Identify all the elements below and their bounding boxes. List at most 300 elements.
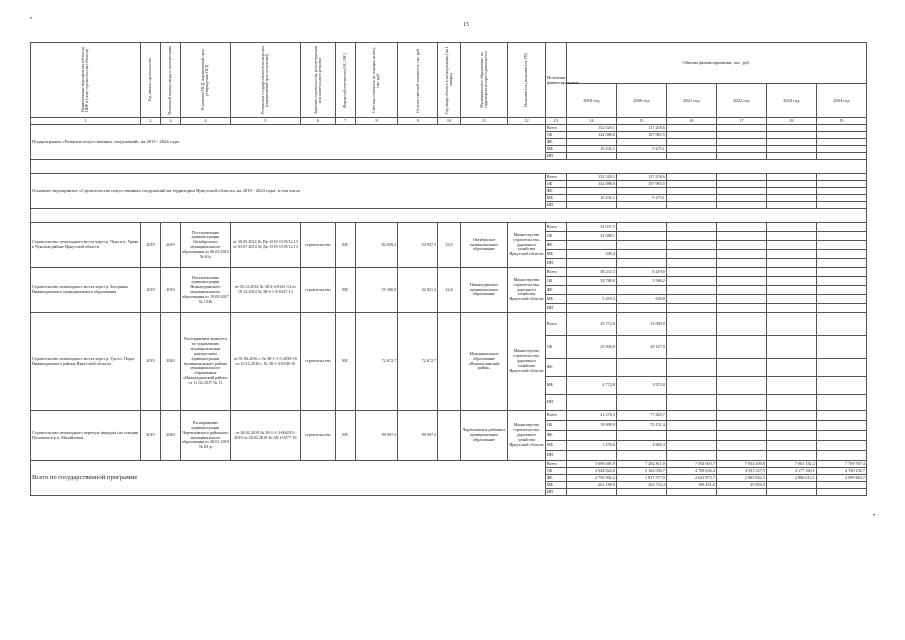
value-cell: 25 000,0 [566, 336, 616, 359]
value-cell [716, 441, 766, 451]
value-cell: 9 275,1 [616, 195, 666, 202]
value-cell [816, 336, 866, 359]
psd-details: Распоряжение администрации Черемховского районного муниципального образования от 28.01.2019 № 82-р [180, 411, 230, 461]
value-cell [566, 241, 616, 250]
municipality: Нижнеудинское муниципальное образование [460, 268, 507, 313]
value-cell: 302 734,4 [616, 482, 666, 489]
value-cell [616, 395, 666, 411]
value-cell [766, 153, 816, 160]
value-cell: 73 151,4 [616, 421, 666, 431]
customer: строительство [300, 411, 335, 461]
value-cell [616, 188, 666, 195]
value-cell [816, 223, 866, 232]
source-label: Всего [545, 125, 566, 132]
column-number: 16 [666, 118, 716, 125]
source-label: Всего [545, 411, 566, 421]
value-cell [766, 377, 816, 395]
value-cell [666, 174, 716, 181]
value-cell: 2 983 842,3 [716, 475, 766, 482]
value-cell [816, 395, 866, 411]
value-cell: 29 772,8 [566, 313, 616, 336]
value-cell [766, 359, 816, 377]
header-cell: Плановый период ввода в эксплуатацию [167, 45, 173, 115]
remaining-cost: 54 937,5 [398, 223, 438, 268]
value-cell: 2 790 092,2 [566, 475, 616, 482]
value-cell [666, 451, 716, 461]
value-cell [766, 232, 816, 241]
source-label: ФБ [545, 241, 566, 250]
municipality: Октябрьское муниципальное образование [460, 223, 507, 268]
value-cell [566, 359, 616, 377]
source-label: ИИ [545, 153, 566, 160]
value-cell: 6 219,0 [616, 268, 666, 277]
value-cell [766, 395, 816, 411]
value-cell [816, 259, 866, 268]
value-cell [566, 188, 616, 195]
value-cell [716, 377, 766, 395]
value-cell: 38 233,3 [566, 268, 616, 277]
value-cell [816, 482, 866, 489]
value-cell [616, 431, 666, 441]
value-cell: 5 162 036,7 [616, 468, 666, 475]
value-cell [716, 359, 766, 377]
value-cell: 7 063 182,2 [766, 461, 816, 468]
header-cell: Реквизиты государственной экспертизы (нормативный срок получения) [260, 46, 270, 114]
value-cell: 19 999,9 [566, 421, 616, 431]
value-cell [816, 304, 866, 313]
municipality: Муниципальное образование «Нижнеудинский район» [460, 313, 507, 411]
value-cell [816, 132, 866, 139]
value-cell [666, 181, 716, 188]
value-cell [666, 241, 716, 250]
value-cell: 549,4 [566, 250, 616, 259]
ownership: МС [335, 223, 355, 268]
value-cell: 54 388,1 [566, 232, 616, 241]
source-label: ОБ [545, 468, 566, 475]
value-cell [716, 188, 766, 195]
value-cell [816, 250, 866, 259]
completion-percent [438, 411, 460, 461]
value-cell [766, 250, 816, 259]
value-cell [716, 232, 766, 241]
value-cell: 7 709 767,4 [816, 461, 866, 468]
column-number: 11 [460, 118, 507, 125]
value-cell: 5 586,2 [616, 277, 666, 286]
value-cell [616, 223, 666, 232]
value-cell [766, 431, 816, 441]
value-cell [566, 304, 616, 313]
value-cell [816, 195, 866, 202]
value-cell [716, 277, 766, 286]
value-cell: 7 934 209,8 [716, 461, 766, 468]
source-label: Всего [545, 174, 566, 181]
value-cell [616, 451, 666, 461]
year-header: 2020 год [616, 84, 666, 118]
value-cell [766, 223, 816, 232]
customer: строительство [300, 268, 335, 313]
object-name: Строительство пешеходного моста через р. Застрянка Нижнеудинского муниципального образования [31, 268, 141, 313]
value-cell [566, 259, 616, 268]
value-cell [566, 395, 616, 411]
value-cell [816, 174, 866, 181]
source-label: ФБ [545, 431, 566, 441]
value-cell: 1 817 577,9 [616, 475, 666, 482]
expertise-details: от 05.12.2014 № 38-2-4-0341-14 от 19.12.2014 № 38-2-1-4-0327-14 [230, 268, 300, 313]
value-cell [716, 259, 766, 268]
value-cell [716, 421, 766, 431]
value-cell: 142 088,0 [566, 181, 616, 188]
year-header: 2021 год [666, 84, 716, 118]
value-cell [766, 125, 816, 132]
source-label: ОБ [545, 232, 566, 241]
column-number: 2 [140, 118, 160, 125]
source-label: МБ [545, 377, 566, 395]
column-number: 15 [616, 118, 666, 125]
source-label: ОБ [545, 421, 566, 431]
end-year: 2019 [160, 223, 180, 268]
value-cell [816, 489, 866, 496]
executor: Министерство строительства, дорожного хозяйства Иркутской области [508, 268, 545, 313]
value-cell [616, 232, 666, 241]
estimated-cost: 55 306,9 [355, 268, 397, 313]
value-cell [766, 139, 816, 146]
column-number: 6 [300, 118, 335, 125]
value-cell [716, 286, 766, 295]
expertise-details: от 28.02.2019 № 38-1-1-3-004315-2019 от 28.02.2019 № 38-1-0277-19 [230, 411, 300, 461]
value-cell [716, 395, 766, 411]
value-cell [766, 304, 816, 313]
header-cell: Форма собственности (ОС, МС) [342, 52, 348, 108]
value-cell [666, 377, 716, 395]
column-number: 19 [816, 118, 866, 125]
end-year: 2020 [160, 313, 180, 411]
value-cell [816, 431, 866, 441]
executor: Министерство строительства, дорожного хозяйства Иркутской области [508, 313, 545, 411]
value-cell [716, 223, 766, 232]
value-cell [566, 286, 616, 295]
header-cell: Заказчик строительства, реконструкции или капитального ремонта [312, 46, 322, 114]
spacer-row [31, 209, 867, 223]
value-cell: 152 520,1 [566, 125, 616, 132]
value-cell [666, 125, 716, 132]
start-year: 2018 [140, 268, 160, 313]
value-cell: 29 127,9 [616, 336, 666, 359]
value-cell [666, 146, 716, 153]
value-cell [716, 202, 766, 209]
header-cell: Исполнитель (исполнитель ГП) [523, 53, 529, 107]
value-cell [816, 411, 866, 421]
header-cell: Год ввода объекта в эксплуатацию (на 1 января) [443, 46, 453, 114]
value-cell [716, 250, 766, 259]
value-cell [566, 202, 616, 209]
value-cell [766, 174, 816, 181]
value-cell: 107 983,5 [616, 132, 666, 139]
value-cell: 2 644 824,6 [566, 468, 616, 475]
value-cell [766, 411, 816, 421]
column-number-row [31, 118, 867, 125]
value-cell [616, 304, 666, 313]
value-cell [816, 451, 866, 461]
column-number: 12 [508, 118, 545, 125]
estimated-cost: 72 672,7 [355, 313, 397, 411]
column-number: 1 [31, 118, 141, 125]
column-number: 17 [716, 118, 766, 125]
object-name: Строительство пешеходного перехода (виадука) на станции Половина в р.п. Михайловка [31, 411, 141, 461]
ownership: МС [335, 411, 355, 461]
value-cell: 21 276,5 [566, 411, 616, 421]
start-year: 2019 [140, 411, 160, 461]
header-cell: Источник финансирования [545, 43, 566, 118]
value-cell [666, 421, 716, 431]
value-cell [616, 489, 666, 496]
value-cell [666, 195, 716, 202]
source-label: МБ [545, 441, 566, 451]
source-label: ФБ [545, 188, 566, 195]
value-cell [766, 195, 816, 202]
value-cell: 2 622 875,7 [666, 475, 716, 482]
remaining-cost: 99 097,2 [398, 411, 438, 461]
header-cell: Муниципальное образование, на территории которого реализуется [478, 51, 488, 109]
value-cell [716, 139, 766, 146]
total-label: Всего по государственной программе [31, 461, 546, 496]
source-label: ИИ [545, 304, 566, 313]
value-cell: 7 282 811,0 [616, 461, 666, 468]
source-label: Всего [545, 461, 566, 468]
activity-title: Основное мероприятие «Строительство искусственных сооружений на территории Иркутской области» на 2019 - 2024 годы, в том числе [31, 174, 546, 209]
header-cell: Сметная стоимость (в текущих ценах), тыс. руб. [371, 46, 381, 114]
value-cell [716, 295, 766, 304]
value-cell: 142 088,0 [566, 132, 616, 139]
column-number: 13 [545, 118, 566, 125]
value-cell [816, 359, 866, 377]
value-cell [666, 139, 716, 146]
customer: строительство [300, 313, 335, 411]
value-cell [566, 153, 616, 160]
header-cell: Год начала строительства [147, 58, 153, 102]
executor: Министерство строительства, дорожного хозяйства Иркутской области [508, 411, 545, 461]
value-cell [616, 241, 666, 250]
value-cell [666, 188, 716, 195]
value-cell [816, 241, 866, 250]
value-cell [666, 268, 716, 277]
source-label: Всего [545, 223, 566, 232]
scan-mark: • [30, 16, 33, 22]
value-cell [766, 286, 816, 295]
value-cell [716, 125, 766, 132]
column-number: 14 [566, 118, 616, 125]
value-cell [566, 489, 616, 496]
value-cell [566, 139, 616, 146]
column-number: 3 [160, 118, 180, 125]
value-cell [816, 125, 866, 132]
value-cell: 4 911 547,5 [716, 468, 766, 475]
value-cell: 261 169,0 [566, 482, 616, 489]
value-cell: 4 769 636,4 [666, 468, 716, 475]
value-cell [666, 132, 716, 139]
value-cell [666, 153, 716, 160]
value-cell [666, 395, 716, 411]
column-number: 4 [180, 118, 230, 125]
value-cell [816, 188, 866, 195]
year-header: 2022 год [716, 84, 766, 118]
object-name: Строительство пешеходного моста через р. Уда в г. Порог Нижнеудинского района Иркутской области [31, 313, 141, 411]
value-cell [816, 313, 866, 336]
value-cell [816, 146, 866, 153]
value-cell [766, 146, 816, 153]
value-cell [766, 313, 816, 336]
source-label: ОБ [545, 336, 566, 359]
value-cell [666, 431, 716, 441]
value-cell [716, 132, 766, 139]
source-label: ИИ [545, 489, 566, 496]
value-cell [766, 482, 816, 489]
ownership: МС [335, 268, 355, 313]
value-cell [816, 295, 866, 304]
value-cell: 4 720 102,7 [816, 468, 866, 475]
value-cell: 7 592 003,7 [666, 461, 716, 468]
source-label: МБ [545, 482, 566, 489]
value-cell [816, 441, 866, 451]
executor: Министерство строительства, дорожного хозяйства Иркутской области [508, 223, 545, 268]
value-cell [766, 132, 816, 139]
source-label: ФБ [545, 475, 566, 482]
year-header: 2019 год [566, 84, 616, 118]
value-cell [716, 489, 766, 496]
value-cell [616, 286, 666, 295]
source-label: ИИ [545, 395, 566, 411]
subprogram-row [31, 125, 867, 132]
value-cell [816, 139, 866, 146]
value-cell [666, 411, 716, 421]
program-table [30, 42, 867, 496]
value-cell: 9 275,1 [616, 146, 666, 153]
value-cell: 35 850,0 [716, 482, 766, 489]
expertise-details: от 30.05.2014 № Пк-1519-1519/12.13 от 03.07.2014 № Дк-1519-1519/12.13 [230, 223, 300, 268]
value-cell [816, 268, 866, 277]
source-label: МБ [545, 295, 566, 304]
value-cell [716, 451, 766, 461]
value-cell: 4 772,8 [566, 377, 616, 395]
value-cell: 189 491,6 [666, 482, 716, 489]
value-cell [766, 451, 816, 461]
funding-header: Объемы финансирования, тыс. руб. [566, 43, 866, 84]
expertise-details: от 01.06.2016 г. № 38-1-1-3-2058-16 от 10.12.2016 г. № 38-1-4-0338-16 [230, 313, 300, 411]
source-label: Всего [545, 313, 566, 336]
value-cell: 3 972,0 [616, 377, 666, 395]
value-cell [716, 304, 766, 313]
customer: строительство [300, 223, 335, 268]
estimated-cost: 82 656,5 [355, 223, 397, 268]
value-cell [666, 441, 716, 451]
remaining-cost: 72 672,7 [398, 313, 438, 411]
value-cell: 10 232,1 [566, 146, 616, 153]
header-cell: Остаток сметной стоимости, тыс. руб. [414, 47, 420, 113]
header-cell: Реквизиты ПСД, нормативный срок утверждения ПСД [200, 49, 210, 111]
header-cell: Наименование мероприятия (объекта) ПИР и (или) строительства (объекта) [80, 47, 90, 113]
remaining-cost: 42 651,3 [398, 268, 438, 313]
spacer-row [31, 160, 867, 174]
completion-percent [438, 313, 460, 411]
completion-percent: 33,5 [438, 223, 460, 268]
value-cell: 107 983,5 [616, 181, 666, 188]
value-cell: 32 780,0 [566, 277, 616, 286]
end-year: 2020 [160, 411, 180, 461]
source-label: ФБ [545, 139, 566, 146]
value-cell: 4 177 169,1 [766, 468, 816, 475]
value-cell: 2 886 013,1 [766, 475, 816, 482]
object-row [31, 313, 867, 336]
column-number: 5 [230, 118, 300, 125]
value-cell [666, 259, 716, 268]
value-cell [666, 313, 716, 336]
value-cell: 117 258,6 [616, 174, 666, 181]
spacer-cell [31, 209, 867, 223]
value-cell: 2 989 664,7 [816, 475, 866, 482]
value-cell [616, 153, 666, 160]
year-header: 2023 год [766, 84, 816, 118]
column-number: 9 [398, 118, 438, 125]
value-cell: 5 696 085,9 [566, 461, 616, 468]
source-label: ФБ [545, 359, 566, 377]
value-cell [766, 259, 816, 268]
source-label: ИИ [545, 202, 566, 209]
value-cell [666, 336, 716, 359]
source-label: ОБ [545, 277, 566, 286]
value-cell [766, 277, 816, 286]
value-cell [666, 232, 716, 241]
value-cell [816, 277, 866, 286]
value-cell [816, 153, 866, 160]
source-label: МБ [545, 146, 566, 153]
value-cell [716, 313, 766, 336]
value-cell [766, 336, 816, 359]
column-number: 10 [438, 118, 460, 125]
source-label: ИИ [545, 259, 566, 268]
value-cell [566, 431, 616, 441]
value-cell [766, 295, 816, 304]
value-cell [666, 202, 716, 209]
value-cell [666, 304, 716, 313]
value-cell: 54 937,5 [566, 223, 616, 232]
value-cell: 77 820,7 [616, 411, 666, 421]
source-label: ФБ [545, 286, 566, 295]
value-cell [716, 174, 766, 181]
source-label: ОБ [545, 181, 566, 188]
value-cell [716, 268, 766, 277]
value-cell [666, 223, 716, 232]
psd-details: Распоряжение комитета по управлению муниципальным имуществом администрации муниципального района муниципального образования «Нижнеудинский район» от 11.02.2017 № 11 [180, 313, 230, 411]
value-cell [666, 489, 716, 496]
value-cell [816, 286, 866, 295]
value-cell [816, 202, 866, 209]
value-cell [616, 250, 666, 259]
value-cell: 152 320,1 [566, 174, 616, 181]
column-number: 7 [335, 118, 355, 125]
value-cell [766, 441, 816, 451]
psd-details: Постановление администрации Нижнеудинского муниципального образования от 19.09.2017 № 1336 [180, 268, 230, 313]
activity-row [31, 174, 867, 181]
spacer-cell [31, 160, 867, 174]
end-year: 2019 [160, 268, 180, 313]
value-cell: 4 669,3 [616, 441, 666, 451]
municipality: Черемховское районное муниципальное образование [460, 411, 507, 461]
total-row [31, 461, 867, 468]
value-cell [766, 421, 816, 431]
value-cell [766, 268, 816, 277]
page-number: 15 [463, 22, 469, 28]
subprogram-title: Подпрограмма «Развитие искусственных сооружений» на 2015 - 2024 годы [31, 125, 546, 160]
source-label: ОБ [545, 132, 566, 139]
